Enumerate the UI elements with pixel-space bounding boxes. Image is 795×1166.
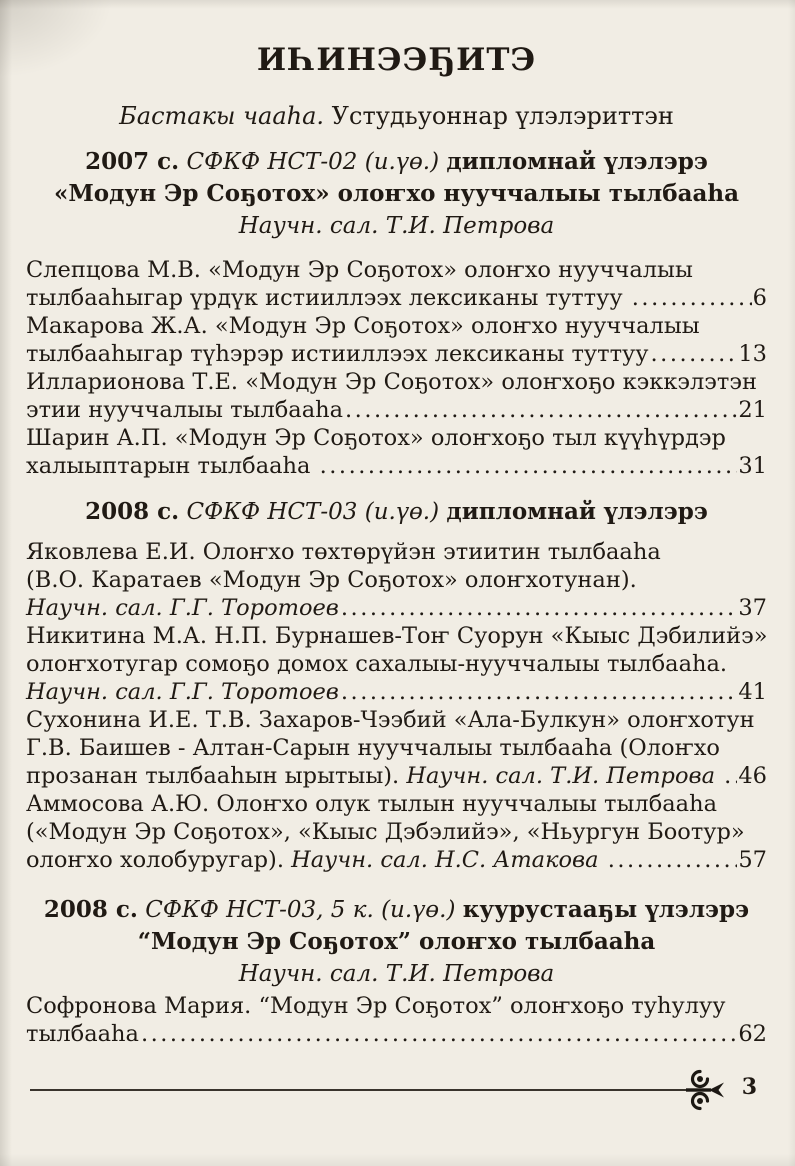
group-heading-line1	[26, 496, 767, 528]
entry-leader-line	[26, 340, 767, 368]
entry-list	[26, 538, 767, 874]
entry-text: тылбааһыгар түһэрэр истииллээх лексиканы туттуу	[26, 341, 649, 367]
group-heading-advisor: Научн. сал. Т.И. Петрова	[238, 213, 555, 239]
entry-leader-line	[26, 594, 767, 622]
toc-entry	[26, 424, 767, 480]
group-heading	[26, 894, 767, 990]
entry-page-number: 37	[738, 595, 767, 621]
entry-leader-line	[26, 762, 767, 790]
entry-advisor-text: Научн. сал. Н.С. Атакова	[291, 847, 606, 873]
entry-advisor-text: Научн. сал. Г.Г. Торотоев	[26, 679, 339, 705]
dot-leader	[320, 452, 738, 480]
entry-page-number: 46	[738, 763, 767, 789]
entry-leader-line	[26, 396, 767, 424]
part-heading	[26, 102, 767, 130]
entry-text: тылбааһа	[26, 1021, 139, 1047]
toc-entry	[26, 538, 767, 622]
toc-entry	[26, 368, 767, 424]
dot-leader	[341, 678, 737, 706]
entry-text-line: Макарова Ж.А. «Модун Эр Соҕотох» олоҥхо нууччалыы	[26, 313, 700, 339]
dot-leader	[632, 284, 752, 312]
heading-code: СФКФ НСТ-03, 5 к. (и.үө.)	[145, 897, 456, 923]
group-heading-advisor: Научн. сал. Т.И. Петрова	[238, 961, 555, 987]
entry-page-number: 57	[738, 847, 767, 873]
toc-entry	[26, 312, 767, 368]
entry-text: олоҥхо холобуругар).	[26, 847, 292, 873]
heading-type: дипломнай үлэлэрэ	[446, 498, 708, 525]
entry-list	[26, 992, 767, 1048]
entry-text-line: Сухонина И.Е. Т.В. Захаров-Чээбий «Ала-Булкун» олоҥхотун	[26, 707, 755, 733]
dot-leader	[724, 762, 737, 790]
toc-entry	[26, 992, 767, 1048]
group-heading-title: “Модун Эр Соҕотох” олоҥхо тылбааһа	[137, 928, 656, 955]
entry-page-number: 13	[738, 341, 767, 367]
entry-text-line: Софронова Мария. “Модун Эр Соҕотох” олоҥхоҕо туһулуу	[26, 993, 726, 1019]
dot-leader	[651, 340, 738, 368]
toc-entry	[26, 706, 767, 790]
entry-text-line: Никитина М.А. Н.П. Бурнашев-Тоҥ Суорун «Кыыс Дэбилийэ»	[26, 623, 768, 649]
entry-advisor-text: Научн. сал. Т.И. Петрова	[406, 763, 723, 789]
entry-leader-line	[26, 846, 767, 874]
heading-type: куурустааҕы үлэлэрэ	[462, 896, 750, 923]
toc-entry	[26, 622, 767, 706]
heading-year: 2008 с.	[85, 498, 180, 525]
toc-group-2008-diploma	[26, 496, 767, 874]
footer-rule	[30, 1089, 692, 1091]
group-heading	[26, 146, 767, 242]
entry-page-number: 31	[738, 453, 767, 479]
dot-leader	[608, 846, 738, 874]
dot-leader	[341, 594, 737, 622]
entry-leader-line	[26, 284, 767, 312]
toc-entry	[26, 790, 767, 874]
group-heading	[26, 496, 767, 528]
group-heading-line1	[26, 894, 767, 926]
page-footer	[30, 1066, 757, 1114]
entry-text-line: Илларионова Т.Е. «Модун Эр Соҕотох» олоҥхоҕо кэккэлэтэн	[26, 369, 757, 395]
entry-text-line: Шарин А.П. «Модун Эр Соҕотох» олоҥхоҕо тыл күүһүрдэр	[26, 425, 726, 451]
entry-text: прозанан тылбааһын ырытыы).	[26, 763, 407, 789]
entry-text-line: Г.В. Баишев - Алтан-Сарын нууччалыы тылбааһа (Олоҥхо	[26, 735, 720, 761]
part-heading-regular: Устудьуоннар үлэлэриттэн	[331, 102, 674, 130]
entry-text: тылбааһыгар үрдүк истииллээх лексиканы туттуу	[26, 285, 630, 311]
part-heading-italic: Бастакы чааһа.	[119, 102, 325, 130]
entry-text-line: олоҥхотугар сомоҕо домох сахалыы-нууччалыы тылбааһа.	[26, 651, 728, 677]
entry-advisor-text: Научн. сал. Г.Г. Торотоев	[26, 595, 339, 621]
entry-text-line: (В.О. Каратаев «Модун Эр Соҕотох» олоҥхотунан).	[26, 567, 637, 593]
group-heading-line1	[26, 146, 767, 178]
toc-group-2007-diploma	[26, 146, 767, 480]
entry-text-line: Слепцова М.В. «Модун Эр Соҕотох» олоҥхо нууччалыы	[26, 257, 693, 283]
entry-page-number: 62	[738, 1021, 767, 1047]
dot-leader	[141, 1020, 737, 1048]
heading-year: 2007 с.	[85, 148, 180, 175]
entry-page-number: 6	[752, 285, 767, 311]
page-title: ИҺИНЭЭҔИТЭ	[256, 42, 537, 78]
page-number: 3	[741, 1074, 757, 1100]
entry-text: халыыптарын тылбааһа	[26, 453, 318, 479]
entry-text-line: («Модун Эр Соҕотох», «Кыыс Дэбэлийэ», «Ньургун Боотур»	[26, 819, 745, 845]
dot-leader	[345, 396, 737, 424]
entry-leader-line	[26, 1020, 767, 1048]
group-heading-title: «Модун Эр Соҕотох» олоҥхо нууччалыы тылбааһа	[53, 180, 740, 207]
entry-text: этии нууччалыы тылбааһа	[26, 397, 344, 423]
heading-year: 2008 с.	[43, 896, 138, 923]
entry-page-number: 41	[738, 679, 767, 705]
heading-code: СФКФ НСТ-02 (и.үө.)	[186, 149, 440, 175]
toc-entry	[26, 256, 767, 312]
entry-leader-line	[26, 452, 767, 480]
entry-list	[26, 256, 767, 480]
toc-group-2008-course	[26, 894, 767, 1048]
entry-page-number: 21	[738, 397, 767, 423]
entry-leader-line	[26, 678, 767, 706]
entry-text-line: Аммосова А.Ю. Олоҥхо олук тылын нууччалыы тылбааһа	[26, 791, 717, 817]
heading-type: дипломнай үлэлэрэ	[446, 148, 708, 175]
entry-text-line: Яковлева Е.И. Олоҥхо төхтөрүйэн этиитин тылбааһа	[26, 539, 661, 565]
fleuron-ornament-icon	[686, 1066, 726, 1114]
heading-code: СФКФ НСТ-03 (и.үө.)	[186, 499, 440, 525]
